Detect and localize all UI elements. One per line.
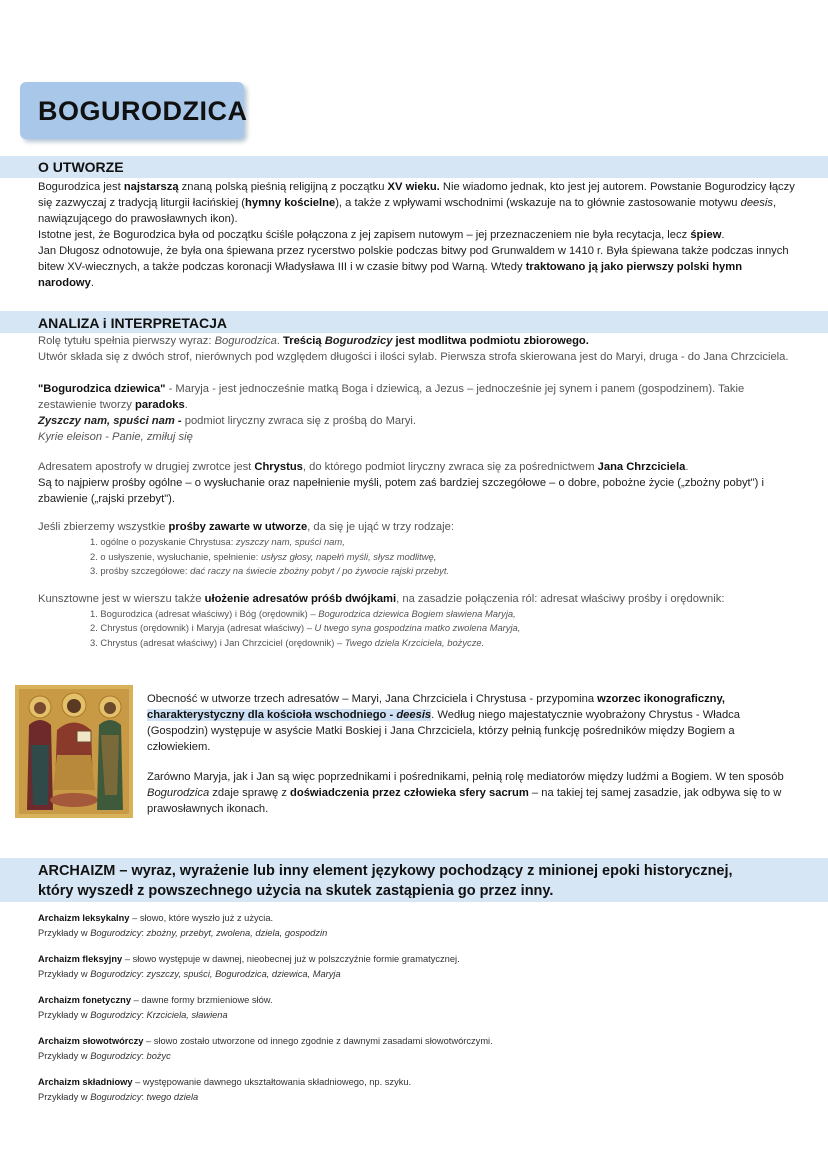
archaizm-item bbox=[38, 993, 798, 1023]
text-segment: twego dziela bbox=[146, 1092, 199, 1102]
text-segment: Chrystus bbox=[254, 461, 303, 473]
list-item bbox=[90, 607, 798, 622]
text-segment: : bbox=[141, 969, 147, 979]
text-segment: Bogurodzica bbox=[147, 787, 210, 799]
text-segment: zyszczy nam, spuści nam, bbox=[235, 536, 345, 547]
archaizm-definition bbox=[38, 1034, 798, 1049]
paragraph bbox=[147, 691, 787, 755]
text-segment: doświadczenia przez człowieka sfery sacrum bbox=[290, 787, 529, 799]
text-segment: 1. Bogurodzica (adresat właściwy) i Bóg (orędownik) – bbox=[90, 607, 319, 619]
text-segment: – na takiej tej samej zasadzie, jak odbywa się to w prawosławnych ikonach. bbox=[147, 787, 782, 815]
text-segment: "Bogurodzica dziewica" bbox=[38, 383, 166, 395]
list-item bbox=[90, 636, 798, 651]
text-segment: Jana Chrzciciela bbox=[597, 461, 686, 473]
analiza-text bbox=[38, 333, 798, 650]
text-segment: hymny kościelne bbox=[245, 197, 336, 209]
paragraph bbox=[147, 769, 787, 817]
archaizm-definition bbox=[38, 911, 798, 926]
archaizm-definition bbox=[38, 952, 798, 967]
section-bar-archaizm bbox=[0, 858, 828, 902]
list-item bbox=[90, 550, 798, 565]
text-segment: jest modlitwa podmiotu zbiorowego. bbox=[392, 335, 589, 347]
text-segment: podmiot liryczny zwraca się z prośbą do Maryi. bbox=[181, 415, 417, 427]
text-segment: zbożny, przebyt, zwolena, dziela, gospodzin bbox=[146, 928, 328, 938]
text-segment: . bbox=[90, 277, 94, 289]
text-segment: Przykłady w bbox=[38, 928, 91, 938]
archaizm-examples bbox=[38, 926, 798, 941]
paragraph bbox=[38, 381, 798, 413]
text-segment: , nawiązującego do prawosławnych ikon). bbox=[38, 197, 777, 225]
paragraph bbox=[38, 179, 798, 227]
text-segment: . bbox=[685, 461, 689, 473]
text-segment: dać raczy na świecie zbożny pobyt / po żywocie rajski przebyt. bbox=[190, 565, 450, 576]
deesis-text bbox=[147, 691, 787, 817]
archaizm-item bbox=[38, 952, 798, 982]
title-box bbox=[20, 82, 248, 139]
section-heading: ARCHAIZM – wyraz, wyrażenie lub inny element językowy pochodzący z minionej epoki historycznej, który wyszedł z powszechnego użycia na skutek zastąpienia go przez inny. bbox=[38, 863, 733, 899]
text-segment: charakterystyczny dla kościoła wschodniego - bbox=[147, 709, 397, 721]
text-segment: Są to najpierw prośby ogólne – o wysłuchanie oraz napełnienie myśli, potem zaś bardziej szczegółowe – o dobre, pobożne życie („zbożny pobyt") i zbawienie („rajski przebyt"). bbox=[38, 477, 764, 505]
text-segment: Archaizm składniowy bbox=[38, 1077, 133, 1087]
paragraph bbox=[38, 333, 798, 349]
archaizm-item bbox=[38, 1075, 798, 1105]
text-segment: Bogurodzicy bbox=[90, 1092, 142, 1102]
text-segment: Bogurodzicy bbox=[90, 1010, 142, 1020]
text-segment: Zyszczy nam, spuści nam - bbox=[38, 415, 182, 427]
archaizm-list bbox=[38, 911, 798, 1116]
o-utworze-text bbox=[38, 179, 798, 291]
section-heading: O UTWORZE bbox=[38, 159, 124, 175]
text-segment: : bbox=[141, 1010, 147, 1020]
text-segment: Archaizm słowotwórczy bbox=[38, 1036, 144, 1046]
text-segment: Istotne jest, że Bogurodzica była od początku ściśle połączona z jej zapisem nutowym – jej przeznaczeniem nie była recytacja, lecz bbox=[38, 229, 691, 241]
text-segment: – dawne formy brzmieniowe słów. bbox=[131, 995, 273, 1005]
text-segment: Twego dziela Krzciciela, bożycze. bbox=[344, 636, 485, 648]
text-segment: Utwór składa się z dwóch strof, nierównych pod względem długości i ilości sylab. Pierwsza strofa skierowana jest do Maryi, druga - do Jana Chrzciciela. bbox=[38, 351, 789, 363]
text-segment: znaną polską pieśnią religijną z początku bbox=[178, 181, 388, 193]
text-segment: Bogurodzica jest bbox=[38, 181, 124, 193]
text-segment: traktowano ją jako pierwszy polski hymn narodowy bbox=[38, 261, 743, 289]
archaizm-examples bbox=[38, 967, 798, 982]
text-segment: zdaje sprawę z bbox=[209, 787, 291, 799]
text-segment: Bogurodzicy bbox=[90, 1051, 142, 1061]
text-segment: ułożenie adresatów próśb dwójkami bbox=[204, 592, 397, 605]
page-title: BOGURODZICA bbox=[38, 96, 248, 126]
deesis-icon bbox=[15, 685, 133, 818]
section-bar-analiza bbox=[0, 311, 828, 333]
text-segment: Przykłady w bbox=[38, 969, 91, 979]
list-item bbox=[90, 621, 798, 636]
text-segment: , da się je ująć w trzy rodzaje: bbox=[307, 521, 454, 533]
text-segment: Krzciciela, sławiena bbox=[146, 1010, 228, 1020]
deesis-icon-image bbox=[15, 685, 133, 818]
list-item bbox=[90, 535, 798, 550]
text-segment: – słowo, które wyszło już z użycia. bbox=[129, 913, 274, 923]
text-segment: usłysz głosy, napełń myśli, słysz modlitwę, bbox=[260, 550, 437, 562]
adresaci-list bbox=[38, 607, 798, 651]
text-segment: Treścią bbox=[283, 335, 325, 347]
text-segment: . bbox=[184, 399, 188, 411]
text-segment: Adresatem apostrofy w drugiej zwrotce jest bbox=[38, 461, 255, 473]
text-segment: Jeśli zbierzemy wszystkie bbox=[38, 521, 169, 533]
text-segment: deesis bbox=[396, 709, 432, 721]
archaizm-item bbox=[38, 911, 798, 941]
text-segment: : bbox=[141, 1092, 147, 1102]
prosby-list bbox=[38, 535, 798, 579]
paragraph bbox=[38, 413, 798, 429]
text-segment: 2. o usłyszenie, wysłuchanie, spełnienie: bbox=[90, 550, 261, 562]
text-segment: najstarszą bbox=[123, 181, 179, 193]
text-segment: . bbox=[721, 229, 725, 241]
text-segment: – słowo zostało utworzone od innego zgodnie z dawnymi zasadami słowotwórczymi. bbox=[143, 1036, 493, 1046]
text-segment: 3. Chrystus (adresat właściwy) i Jan Chrzciciel (orędownik) – bbox=[90, 636, 345, 648]
text-segment: zyszczy, spuści, Bogurodzica, dziewica, Maryja bbox=[146, 969, 341, 979]
text-segment: 3. prośby szczegółowe: bbox=[90, 565, 191, 576]
text-segment: . bbox=[276, 335, 284, 347]
paragraph bbox=[38, 519, 798, 535]
text-segment: wzorzec ikonograficzny, bbox=[597, 693, 726, 705]
text-segment: - Maryja - jest jednocześnie matką Boga i dziewicą, a Jezus – jednocześnie jej synem i panem (gospodzinem). Takie zestawienie tworzy bbox=[38, 383, 745, 411]
list-item bbox=[90, 564, 798, 579]
text-segment: prośby zawarte w utworze bbox=[168, 521, 308, 533]
paragraph bbox=[38, 591, 798, 607]
text-segment: U twego syna gospodzina matko zwolena Maryja, bbox=[314, 622, 521, 633]
archaizm-examples bbox=[38, 1008, 798, 1023]
text-segment: Obecność w utworze trzech adresatów – Maryi, Jana Chrzciciela i Chrystusa - przypomina bbox=[147, 693, 598, 705]
text-segment: – słowo występuje w dawnej, nieobecnej już w polszczyźnie formie gramatycznej. bbox=[122, 954, 460, 964]
paragraph bbox=[38, 227, 798, 243]
archaizm-examples bbox=[38, 1049, 798, 1064]
text-segment: : bbox=[141, 928, 147, 938]
text-segment: Bogurodzicy bbox=[90, 928, 142, 938]
text-segment: 1. ogólne o pozyskanie Chrystusa: bbox=[90, 536, 236, 547]
text-segment: Bogurodzica bbox=[214, 335, 277, 347]
text-segment: Kyrie eleison - Panie, zmiłuj się bbox=[38, 431, 193, 443]
paragraph bbox=[38, 349, 798, 365]
paragraph bbox=[38, 429, 798, 445]
paragraph bbox=[38, 475, 798, 507]
text-segment: Bogurodzica dziewica Bogiem sławiena Maryja, bbox=[318, 607, 516, 619]
text-segment: , na zasadzie połączenia ról: adresat właściwy prośby i orędownik: bbox=[396, 592, 725, 605]
text-segment: Nie wiadomo jednak, kto jest jej autorem. Powstanie Bogurodzicy łączy się zazwyczaj z tradycją liturgii łacińskiej ( bbox=[38, 181, 795, 209]
text-segment: Archaizm fleksyjny bbox=[38, 954, 123, 964]
text-segment: Archaizm leksykalny bbox=[38, 913, 130, 923]
archaizm-examples bbox=[38, 1090, 798, 1105]
text-segment: Archaizm fonetyczny bbox=[38, 995, 131, 1005]
text-segment: Rolę tytułu spełnia pierwszy wyraz: bbox=[38, 335, 215, 347]
paragraph bbox=[38, 243, 798, 291]
text-segment: paradoks bbox=[135, 399, 185, 411]
archaizm-item bbox=[38, 1034, 798, 1064]
text-segment: 2. Chrystus (orędownik) i Maryja (adresat właściwy) – bbox=[90, 622, 315, 633]
text-segment: , do którego podmiot liryczny zwraca się za pośrednictwem bbox=[302, 461, 598, 473]
text-segment: Przykłady w bbox=[38, 1051, 91, 1061]
section-bar-o-utworze bbox=[0, 156, 828, 178]
archaizm-definition bbox=[38, 1075, 798, 1090]
text-segment: Kunsztowne jest w wierszu także bbox=[38, 592, 205, 605]
text-segment: Przykłady w bbox=[38, 1092, 91, 1102]
text-segment: Zarówno Maryja, jak i Jan są więc poprzednikami i pośrednikami, pełnią rolę mediatorów między ludźmi a Bogiem. W ten sposób bbox=[147, 771, 784, 783]
text-segment: śpiew bbox=[690, 229, 722, 241]
text-segment: bożyc bbox=[146, 1051, 171, 1061]
text-segment: Przykłady w bbox=[38, 1010, 91, 1020]
text-segment: ), a także z wpływami wschodnimi (wskazuje na to głównie zastosowanie motywu bbox=[335, 197, 741, 209]
text-segment: Bogurodzicy bbox=[90, 969, 142, 979]
text-segment: Bogurodzicy bbox=[324, 335, 393, 347]
text-segment: – występowanie dawnego ukształtowania składniowego, np. szyku. bbox=[132, 1077, 412, 1087]
text-segment: : bbox=[141, 1051, 147, 1061]
text-segment: XV wieku. bbox=[387, 181, 440, 193]
text-segment: deesis bbox=[740, 197, 773, 209]
archaizm-definition bbox=[38, 993, 798, 1008]
section-heading: ANALIZA i INTERPRETACJA bbox=[38, 315, 227, 331]
text-segment: Jan Długosz odnotowuje, że była ona śpiewana przez rycerstwo polskie podczas bitwy pod Grunwaldem w 1410 r. Była śpiewana także podczas innych bitew XV-wiecznych, a także podczas koronacji Władysława III i w czasie bitwy pod Warną. Wtedy bbox=[38, 245, 789, 273]
paragraph bbox=[38, 459, 798, 475]
text-segment: . Według niego majestatycznie wyobrażony Chrystus - Władca (Gospodzin) występuje w asyście Matki Boskiej i Jana Chrzciciela, którzy pełnią funkcję pośredników między Bogiem a człowiekiem. bbox=[147, 709, 740, 753]
